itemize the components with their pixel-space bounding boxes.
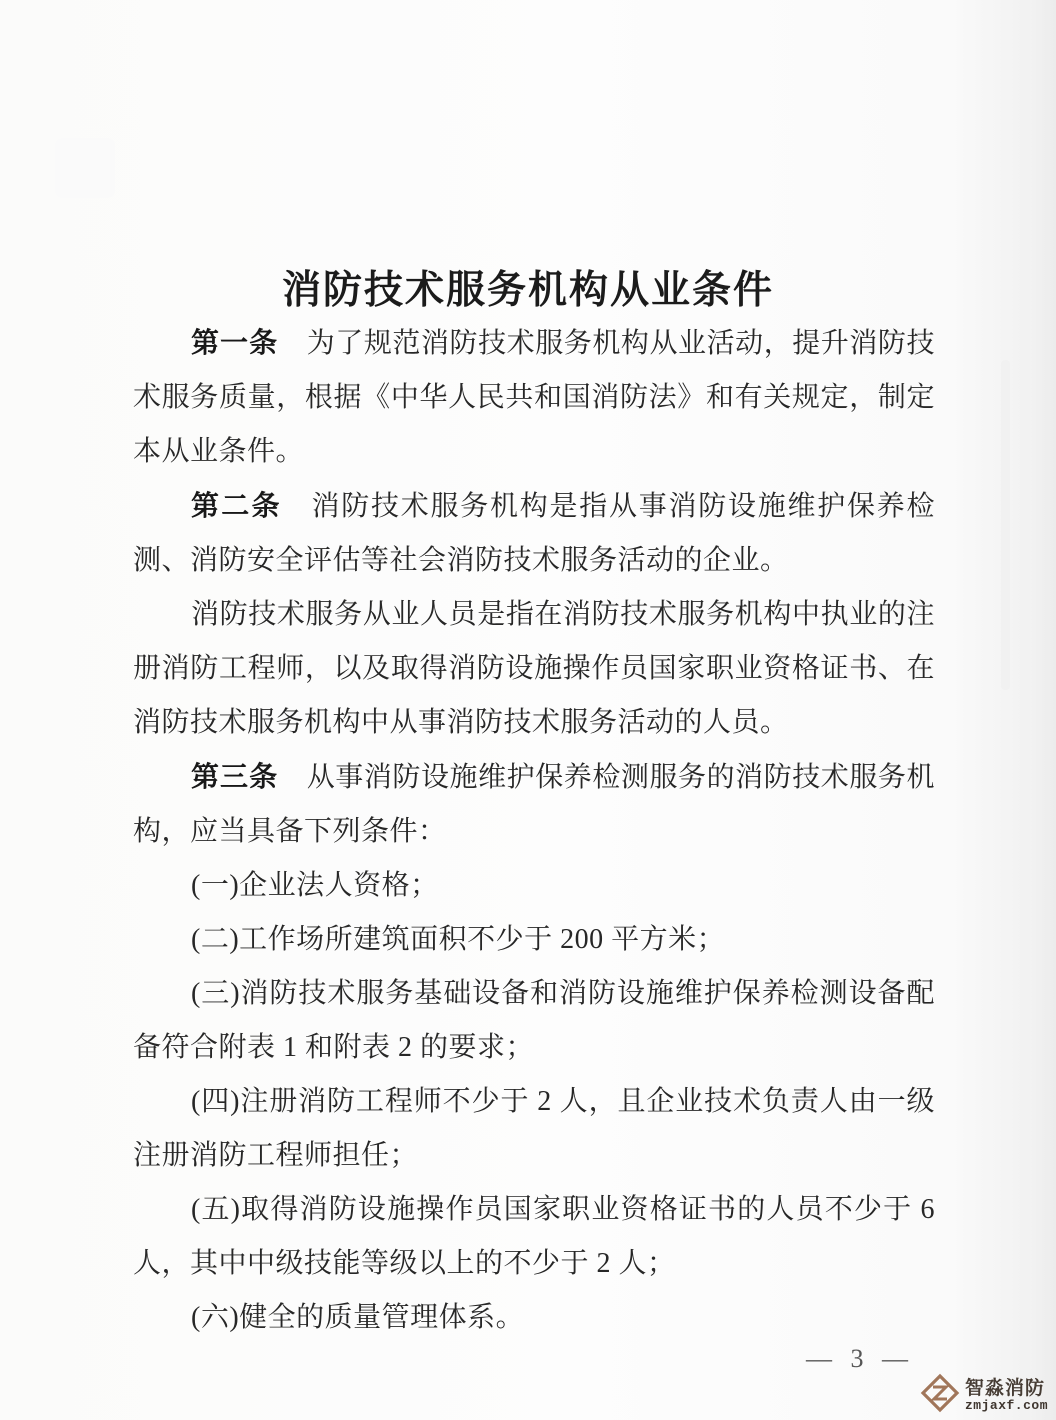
paragraph-practitioners-text: 消防技术服务从业人员是指在消防技术服务机构中执业的注册消防工程师，以及取得消防设施操作员国家职业资格证书、在消防技术服务机构中从事消防技术服务活动的人员。 bbox=[133, 599, 935, 738]
article-1-text: 为了规范消防技术服务机构从业活动，提升消防技术服务质量，根据《中华人民共和国消防法》和有关规定，制定本从业条件。 bbox=[133, 328, 935, 467]
list-item-3 bbox=[133, 967, 935, 1075]
page-number: — 3 — bbox=[806, 1344, 914, 1373]
list-item-2-text: (二)工作场所建筑面积不少于 200 平方米； bbox=[191, 924, 726, 955]
brand-domain: zmjaxf.com bbox=[964, 1397, 1048, 1413]
list-item-5 bbox=[133, 1183, 935, 1291]
list-item-5-text: (五)取得消防设施操作员国家职业资格证书的人员不少于 6 人，其中中级技能等级以上的不少于 2 人； bbox=[133, 1194, 935, 1279]
list-item-1 bbox=[133, 859, 935, 913]
list-item-2 bbox=[133, 913, 935, 967]
paragraph-article-2 bbox=[133, 479, 935, 588]
list-item-3-text: (三)消防技术服务基础设备和消防设施维护保养检测设备配备符合附表 1 和附表 2 的要求； bbox=[133, 978, 935, 1063]
list-item-4 bbox=[133, 1075, 935, 1183]
list-item-6 bbox=[133, 1291, 935, 1345]
brand-watermark bbox=[916, 1371, 1052, 1420]
article-2-label: 第二条 bbox=[191, 490, 282, 521]
brand-name: 智淼消防 bbox=[964, 1377, 1045, 1399]
paragraph-article-3 bbox=[133, 750, 935, 859]
brand-text-block bbox=[965, 1379, 1048, 1413]
paragraph-article-1 bbox=[133, 316, 935, 479]
article-3-text: 从事消防设施维护保养检测服务的消防技术服务机构，应当具备下列条件： bbox=[133, 762, 935, 847]
paragraph-practitioners bbox=[133, 588, 935, 750]
scan-artifact-band bbox=[1001, 360, 1010, 690]
article-3-label: 第三条 bbox=[191, 761, 279, 792]
scan-artifact-smudge bbox=[55, 138, 115, 198]
document-body bbox=[133, 316, 935, 1345]
article-2-text: 消防技术服务机构是指从事消防设施维护保养检测、消防安全评估等社会消防技术服务活动的企业。 bbox=[133, 491, 935, 576]
article-1-label: 第一条 bbox=[191, 327, 279, 358]
brand-logo-icon bbox=[920, 1373, 960, 1418]
list-item-6-text: (六)健全的质量管理体系。 bbox=[191, 1302, 525, 1333]
list-item-4-text: (四)注册消防工程师不少于 2 人，且企业技术负责人由一级注册消防工程师担任； bbox=[133, 1086, 935, 1171]
page-title: 消防技术服务机构从业条件 bbox=[281, 269, 774, 313]
list-item-1-text: (一)企业法人资格； bbox=[191, 870, 439, 901]
